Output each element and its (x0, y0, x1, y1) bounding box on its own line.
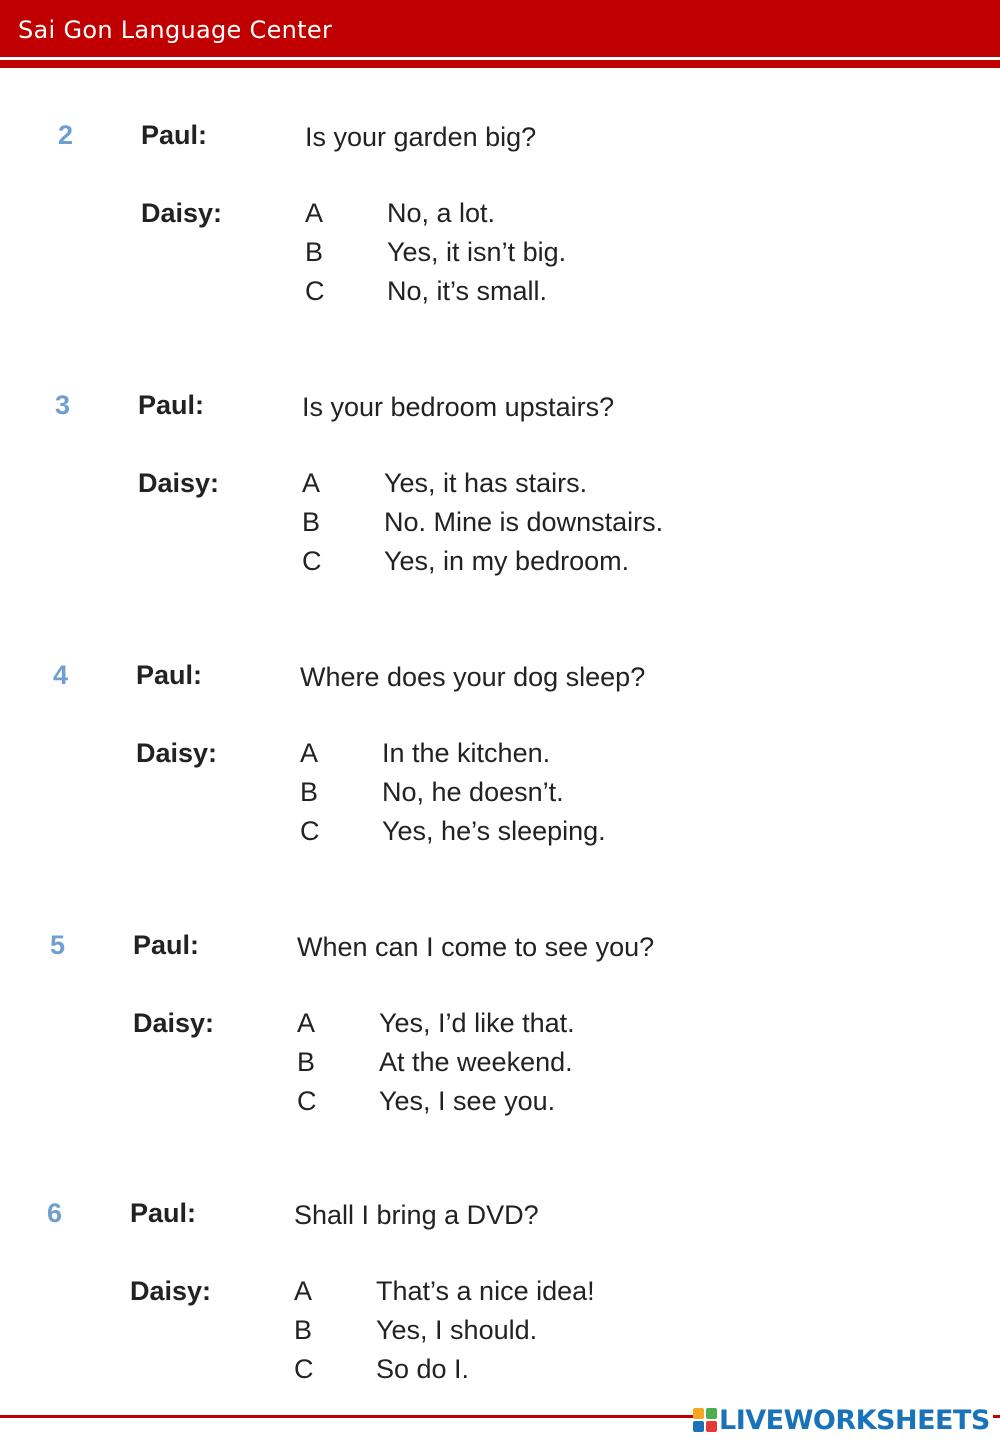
option-text: No, a lot. (387, 198, 496, 228)
option-c[interactable] (297, 1086, 897, 1124)
speaker-paul: Paul: (138, 390, 205, 420)
question-number: 3 (55, 390, 71, 420)
option-text: Yes, I see you. (379, 1086, 556, 1116)
option-text: So do I. (376, 1354, 470, 1384)
option-b[interactable] (302, 507, 902, 545)
option-text: Yes, I’d like that. (379, 1008, 575, 1038)
speaker-paul: Paul: (133, 930, 200, 960)
option-letter: A (294, 1276, 313, 1306)
option-b[interactable] (294, 1315, 894, 1353)
option-letter: C (302, 546, 322, 576)
option-a[interactable] (302, 468, 902, 506)
question-text: Is your garden big? (305, 122, 537, 152)
option-b[interactable] (297, 1047, 897, 1085)
speaker-daisy: Daisy: (138, 468, 220, 498)
option-letter: C (297, 1086, 317, 1116)
option-b[interactable] (300, 777, 900, 815)
option-letter: C (305, 276, 325, 306)
speaker-paul: Paul: (141, 120, 208, 150)
option-a[interactable] (305, 198, 905, 236)
option-text: Yes, it has stairs. (384, 468, 588, 498)
speaker-daisy: Daisy: (141, 198, 223, 228)
question-text: Shall I bring a DVD? (294, 1200, 539, 1230)
option-a[interactable] (294, 1276, 894, 1314)
option-letter: A (300, 738, 319, 768)
question-item (0, 1198, 989, 1428)
question-number: 6 (47, 1198, 63, 1228)
option-letter: B (305, 237, 324, 267)
header-divider (0, 60, 1000, 68)
option-letter: C (300, 816, 320, 846)
speaker-daisy: Daisy: (133, 1008, 215, 1038)
speaker-daisy: Daisy: (130, 1276, 212, 1306)
speaker-paul: Paul: (130, 1198, 197, 1228)
option-c[interactable] (300, 816, 900, 854)
question-number: 5 (50, 930, 66, 960)
option-c[interactable] (302, 546, 902, 584)
question-text: When can I come to see you? (297, 932, 655, 962)
question-text: Where does your dog sleep? (300, 662, 646, 692)
speaker-daisy: Daisy: (136, 738, 218, 768)
page-header (0, 0, 1000, 57)
option-letter: A (302, 468, 321, 498)
option-text: Yes, he’s sleeping. (382, 816, 606, 846)
question-number: 2 (58, 120, 74, 150)
option-text: At the weekend. (379, 1047, 573, 1077)
speaker-paul: Paul: (136, 660, 203, 690)
option-text: No, it’s small. (387, 276, 548, 306)
option-letter: B (302, 507, 321, 537)
option-letter: A (297, 1008, 316, 1038)
question-item (0, 120, 1000, 350)
liveworksheets-logo[interactable] (693, 1404, 993, 1436)
option-text: Yes, in my bedroom. (384, 546, 630, 576)
option-text: Yes, it isn’t big. (387, 237, 567, 267)
option-a[interactable] (297, 1008, 897, 1046)
logo-wordmark: LIVEWORKSHEETS (719, 1405, 990, 1436)
option-text: That’s a nice idea! (376, 1276, 595, 1306)
question-text: Is your bedroom upstairs? (302, 392, 615, 422)
option-letter: A (305, 198, 324, 228)
liveworksheets-logo-icon (693, 1408, 717, 1432)
option-text: No, he doesn’t. (382, 777, 564, 807)
option-letter: B (294, 1315, 313, 1345)
option-c[interactable] (305, 276, 905, 314)
option-letter: B (297, 1047, 316, 1077)
question-item (0, 390, 997, 620)
header-title: Sai Gon Language Center (18, 16, 333, 44)
option-text: No. Mine is downstairs. (384, 507, 664, 537)
option-c[interactable] (294, 1354, 894, 1392)
option-text: In the kitchen. (382, 738, 551, 768)
option-text: Yes, I should. (376, 1315, 538, 1345)
option-a[interactable] (300, 738, 900, 776)
option-letter: C (294, 1354, 314, 1384)
question-item (0, 660, 995, 890)
question-number: 4 (53, 660, 69, 690)
option-b[interactable] (305, 237, 905, 275)
question-item (0, 930, 992, 1160)
option-letter: B (300, 777, 319, 807)
